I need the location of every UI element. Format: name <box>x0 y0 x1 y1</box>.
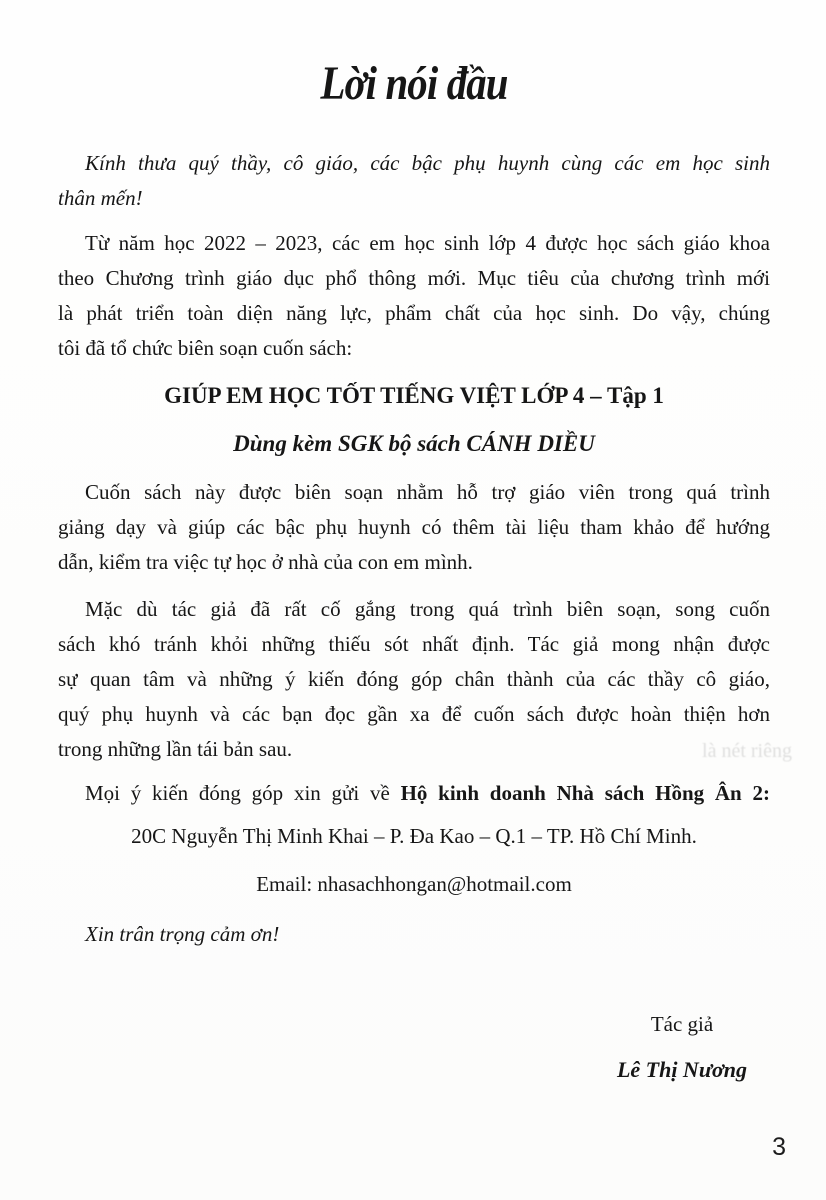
feedback-prefix: Mọi ý kiến đóng góp xin gửi về <box>85 781 401 805</box>
paragraph-line: tôi đã tổ chức biên soạn cuốn sách: <box>58 336 353 360</box>
paragraph-line: trong những lần tái bản sau. <box>58 737 293 761</box>
paragraph-line: dẫn, kiểm tra việc tự học ở nhà của con em mình. <box>58 550 473 574</box>
author-name: Lê Thị Nương <box>616 1057 748 1082</box>
address-line: 20C Nguyễn Thị Minh Khai – P. Đa Kao – Q.1 – TP. Hồ Chí Minh. <box>131 824 697 848</box>
paragraph-line: giảng dạy và giúp các bậc phụ huynh có thêm tài liệu tham khảo để hướng <box>58 515 770 539</box>
author-block <box>582 1007 782 1087</box>
author-label: Tác giả <box>650 1012 714 1036</box>
page-number: 3 <box>772 1133 786 1161</box>
paragraph-line: quý phụ huynh và các bạn đọc gần xa để cuốn sách được hoàn thiện hơn <box>58 702 770 726</box>
paragraph-line: là phát triển toàn diện năng lực, phẩm chất của học sinh. Do vậy, chúng <box>58 301 770 325</box>
email-line: Email: nhasachhongan@hotmail.com <box>256 872 572 896</box>
context-paragraph <box>58 226 770 366</box>
paragraph-line: Mặc dù tác giả đã rất cố gắng trong quá trình biên soạn, song cuốn <box>85 597 770 621</box>
paragraph-line: sách khó tránh khỏi những thiếu sót nhất định. Tác giả mong nhận được <box>58 632 770 656</box>
paragraph-line: sự quan tâm và những ý kiến đóng góp chân thành của các thầy cô giáo, <box>58 667 770 691</box>
paragraph-line: theo Chương trình giáo dục phổ thông mới. Mục tiêu của chương trình mới <box>58 266 770 290</box>
greeting-paragraph <box>58 146 770 216</box>
feedback-line <box>58 776 770 811</box>
preface-title-wrap <box>58 0 770 110</box>
bleed-through-text: là nét riêng <box>702 740 792 762</box>
paragraph-line: Cuốn sách này được biên soạn nhằm hỗ trợ giáo viên trong quá trình <box>85 480 770 504</box>
book-title-heading: GIÚP EM HỌC TỐT TIẾNG VIỆT LỚP 4 – Tập 1 <box>164 383 664 408</box>
publisher-name: Hộ kinh doanh Nhà sách Hồng Ân 2: <box>400 781 770 805</box>
greeting-line: thân mến! <box>58 186 143 210</box>
greeting-line: Kính thưa quý thầy, cô giáo, các bậc phụ huynh cùng các em học sinh <box>85 151 770 175</box>
page-title: Lời nói đầu <box>320 57 508 110</box>
apology-paragraph <box>58 592 770 767</box>
paragraph-line: Từ năm học 2022 – 2023, các em học sinh lớp 4 được học sách giáo khoa <box>85 231 770 255</box>
thanks-line: Xin trân trọng cảm ơn! <box>85 922 280 946</box>
series-subheading: Dùng kèm SGK bộ sách CÁNH DIỀU <box>233 431 595 456</box>
purpose-paragraph <box>58 475 770 580</box>
